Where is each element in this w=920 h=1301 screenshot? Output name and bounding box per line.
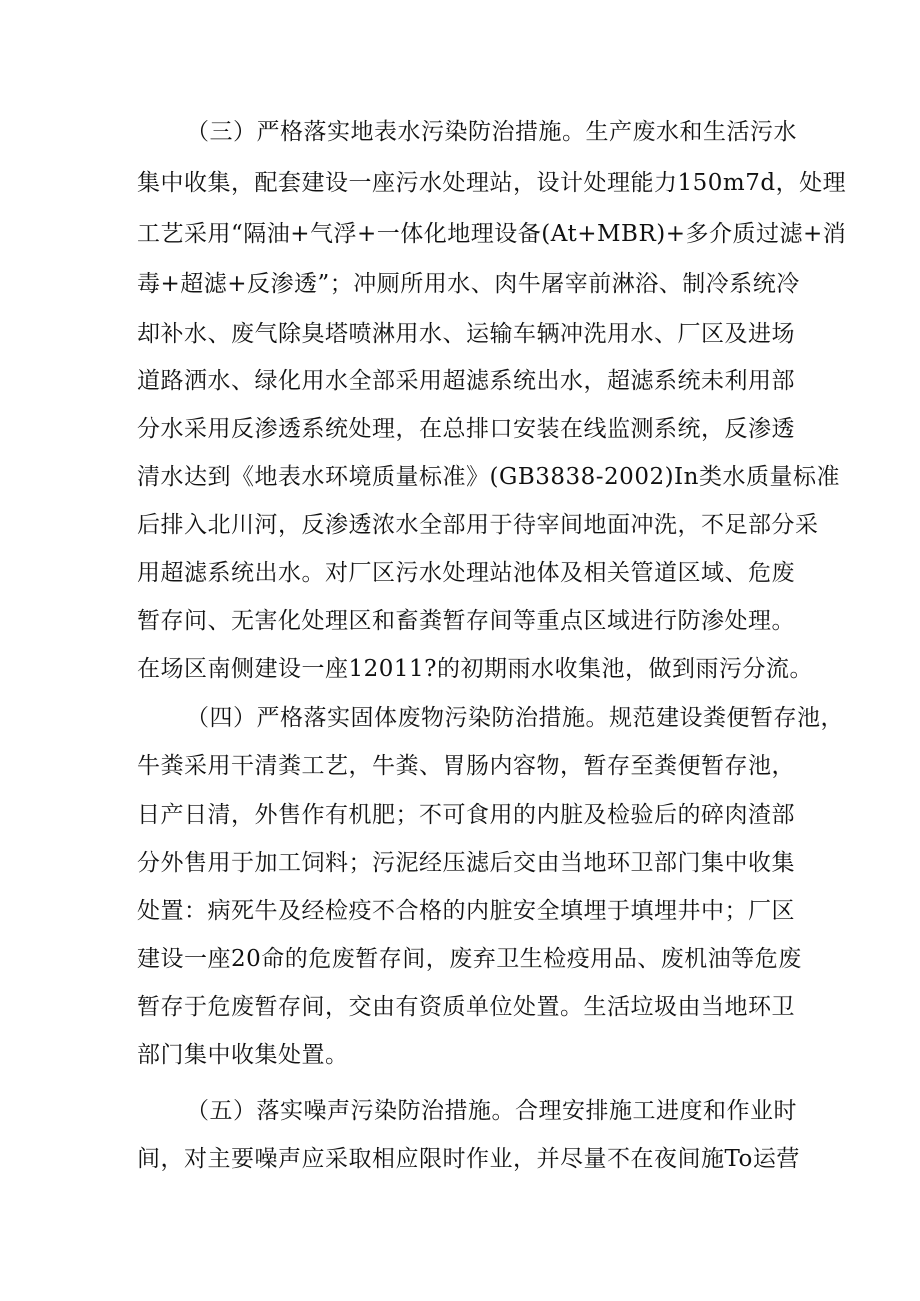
text-line: 在场区南侧建设一座12011?的初期雨水收集池，做到雨污分流。 <box>137 656 813 682</box>
text-line: 集中收集，配套建设一座污水处理站，设计处理能力150m7d，处理 <box>137 170 847 196</box>
text-line: 部门集中收集处置。 <box>137 1042 349 1068</box>
text-line: 分外售用于加工饲料；污泥经压滤后交由当地环卫部门集中收集 <box>137 850 795 876</box>
text-line: 建设一座20命的危废暂存间，废弃卫生检疫用品、废机油等危废 <box>137 946 802 972</box>
text-line: 却补水、废气除臭塔喷淋用水、运输车辆冲洗用水、厂区及进场 <box>137 321 795 347</box>
text-line: 牛粪采用干清粪工艺，牛粪、胃肠内容物，暂存至粪便暂存池， <box>137 753 795 779</box>
text-line: 清水达到《地表水环境质量标准》(GB3838-2002)In类水质量标准 <box>137 464 840 490</box>
text-line: 道路洒水、绿化用水全部采用超滤系统出水，超滤系统未利用部 <box>137 368 795 394</box>
text-line: 工艺采用“隔油+气浮+一体化地理设备(At+MBR)+多介质过滤+消 <box>137 221 847 247</box>
text-line: （四）严格落实固体废物污染防治措施。规范建设粪便暂存池， <box>186 705 844 731</box>
text-line: 后排入北川河，反渗透浓水全部用于待宰间地面冲洗，不足部分采 <box>137 512 819 538</box>
text-line: 间，对主要噪声应采取相应限时作业，并尽量不在夜间施To运营 <box>137 1146 800 1172</box>
text-line: 毒+超滤+反渗透”；冲厕所用水、肉牛屠宰前淋浴、制冷系统冷 <box>137 271 800 297</box>
text-line: 暂存问、无害化处理区和畜粪暂存间等重点区域进行防渗处理。 <box>137 608 795 634</box>
text-line: （五）落实噪声污染防治措施。合理安排施工进度和作业时 <box>186 1098 797 1124</box>
text-line: 暂存于危废暂存间，交由有资质单位处置。生活垃圾由当地环卫 <box>137 994 795 1020</box>
text-line: （三）严格落实地表水污染防治措施。生产废水和生活污水 <box>186 119 797 145</box>
text-line: 处置：病死牛及经检疫不合格的内脏安全填埋于填埋井中；厂区 <box>137 898 795 924</box>
text-line: 日产日清，外售作有机肥；不可食用的内脏及检验后的碎肉渣部 <box>137 802 795 828</box>
text-line: 用超滤系统出水。对厂区污水处理站池体及相关管道区域、危废 <box>137 560 795 586</box>
text-line: 分水采用反渗透系统处理，在总排口安装在线监测系统，反渗透 <box>137 416 795 442</box>
